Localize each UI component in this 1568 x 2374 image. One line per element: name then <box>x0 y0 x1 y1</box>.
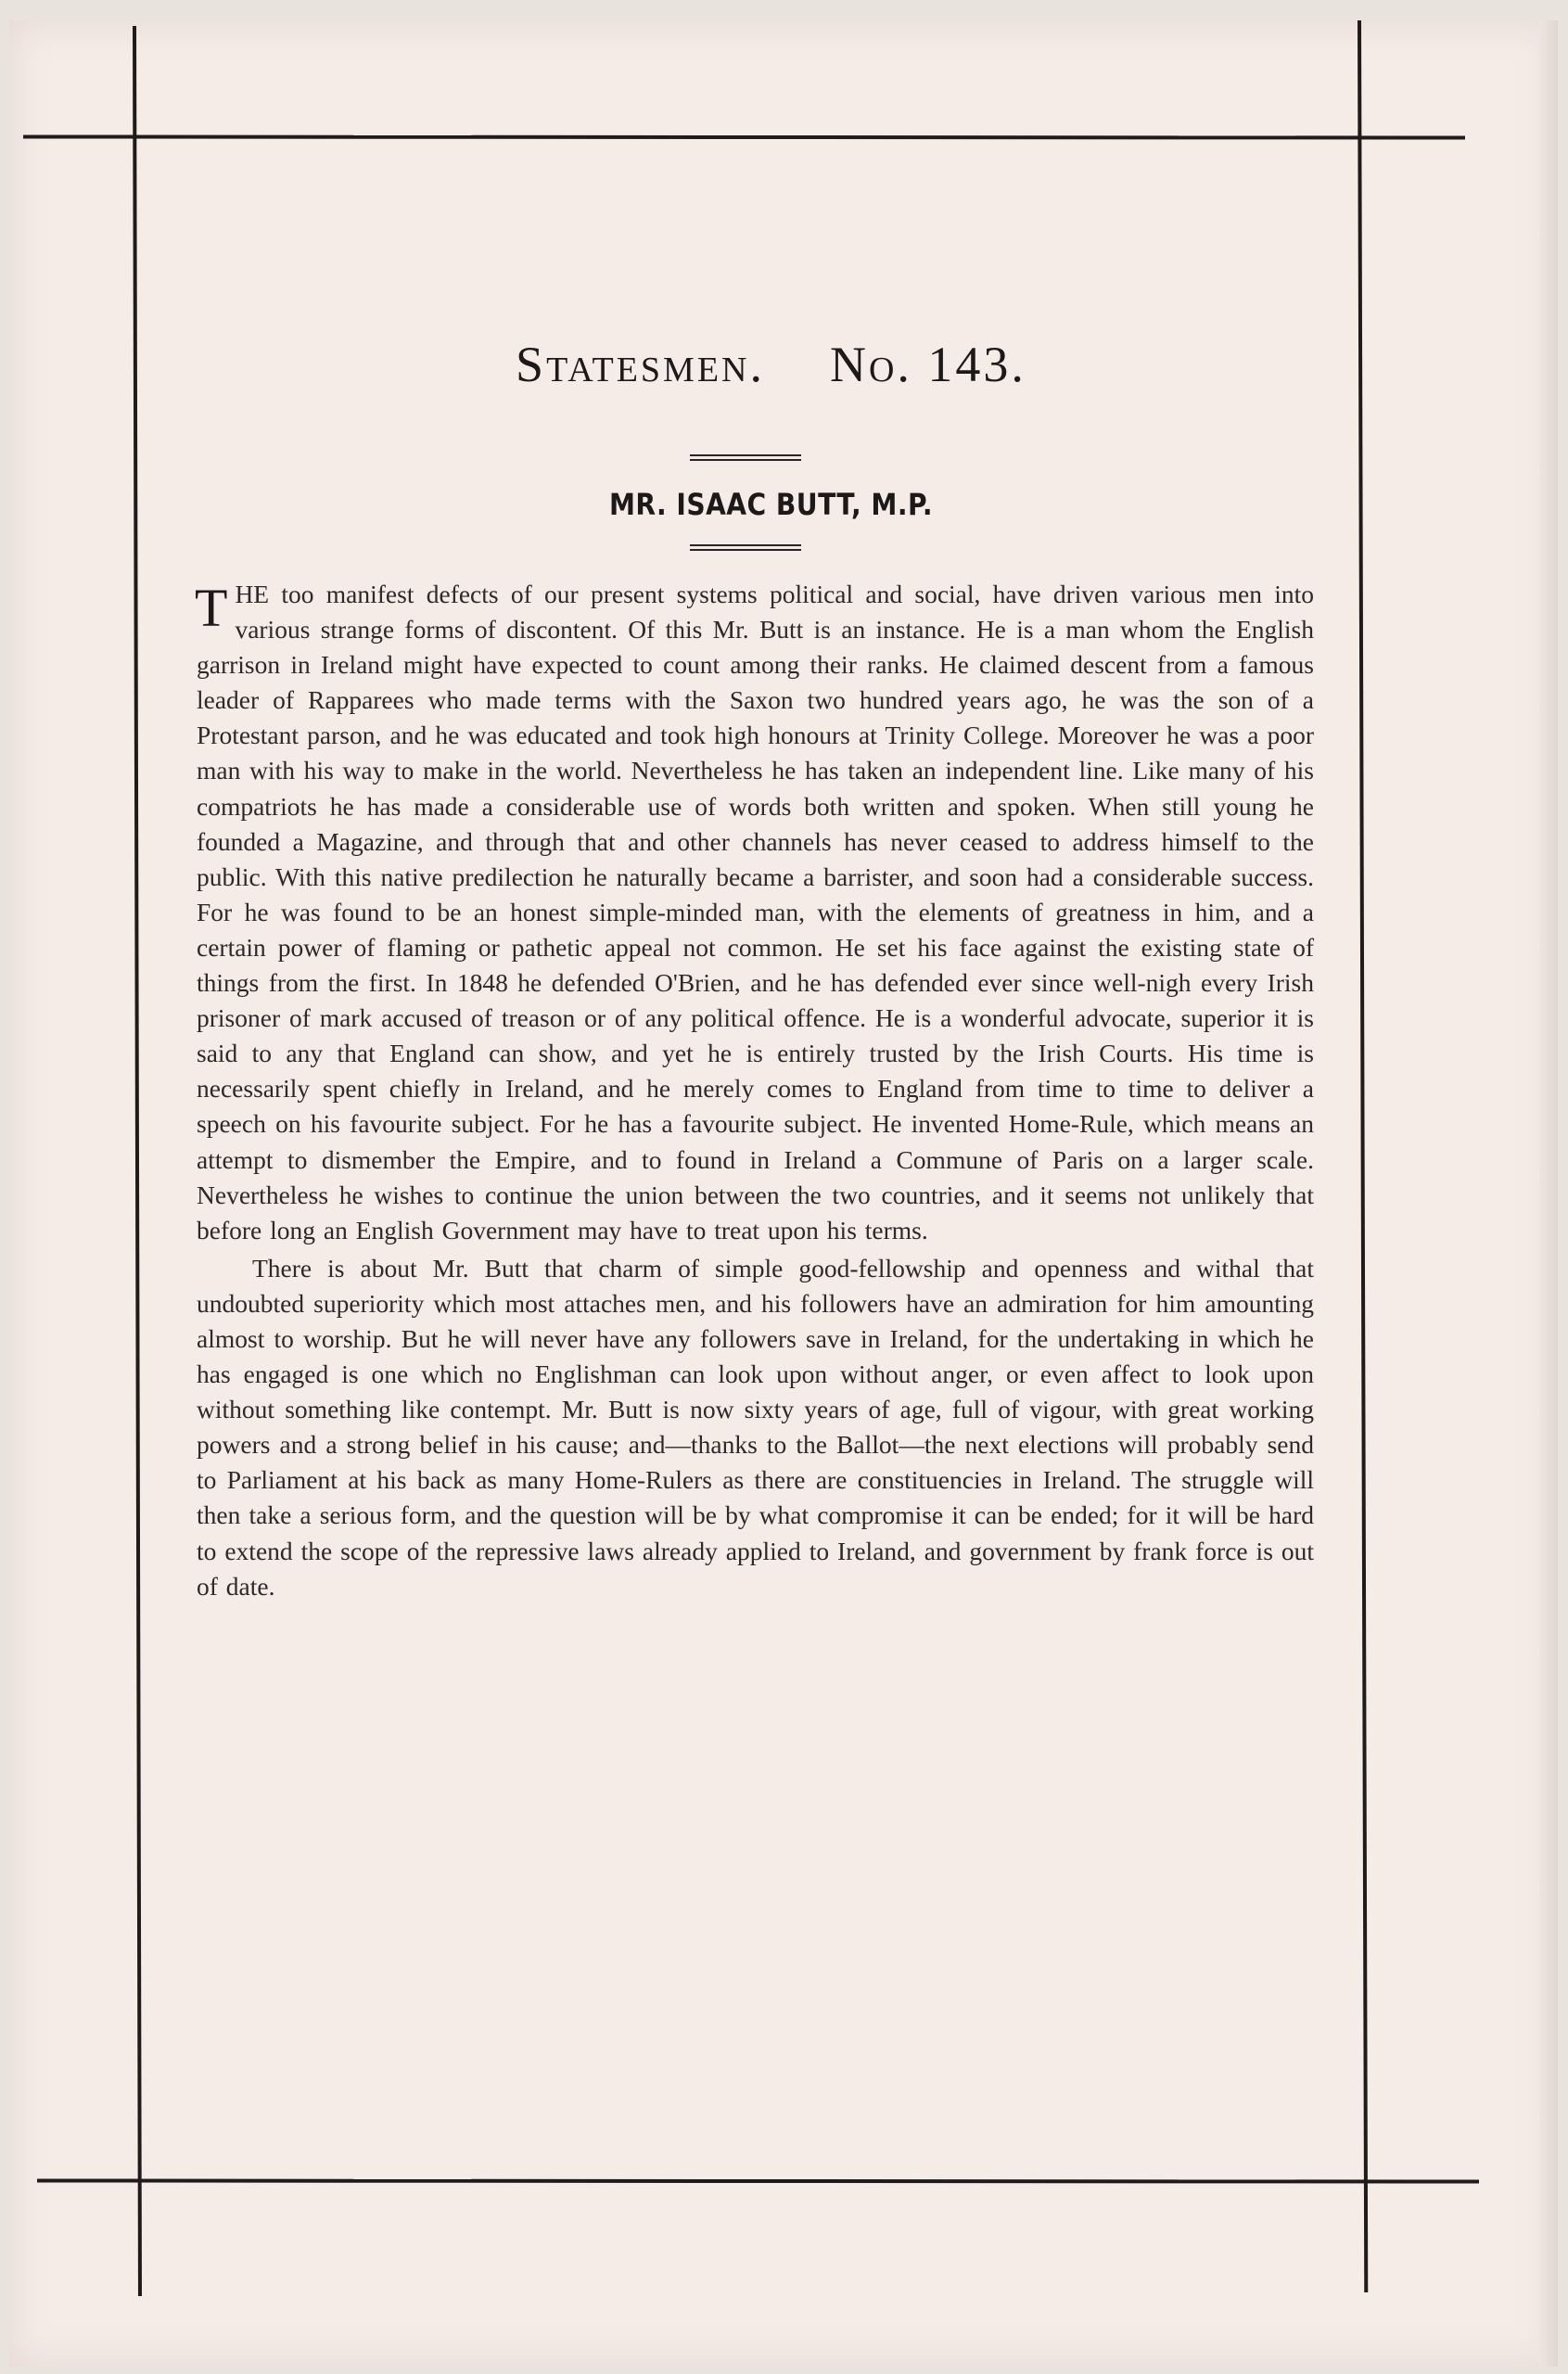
paragraph-first <box>197 577 1314 1248</box>
article-body <box>197 577 1314 1604</box>
paragraph-second: There is about Mr. Butt that charm of simple good-fellowship and openness and withal that undoubted superiority which most attaches men, and his followers have an admiration for him amounting almost to worship. But he will never have any followers save in Ireland, for the undertaking in which he has engaged is one which no Englishman can look upon without anger, or even affect to look upon without something like contempt. Mr. Butt is now sixty years of age, full of vigour, with great working powers and a strong belief in his cause; and—thanks to the Ballot—the next elections will probably send to Parliament at his back as many Home-Rulers as there are constituencies in Ireland. The struggle will then take a serious form, and the question will be by what compromise it can be ended; for it will be hard to extend the scope of the repressive laws already applied to Ireland, and government by frank force is out of date. <box>197 1253 1314 1601</box>
title-divider-upper <box>690 454 801 461</box>
page-edge <box>1539 20 1558 2367</box>
title-series: Statesmen. <box>516 337 765 392</box>
drop-cap: T <box>195 578 228 638</box>
article-subject: MR. ISAAC BUTT, M.P. <box>608 487 934 522</box>
paragraph-first-text: HE too manifest defects of our present systems political and social, have driven various men into various strange forms of discontent. Of this Mr. Butt is an instance. He is a man whom the English garrison in Ireland might have expected to count among their ranks. He claimed descent from a famous leader of Rapparees who made terms with the Saxon two hundred years ago, he was the son of a Protestant parson, and he was educated and took high honours at Trinity College. Moreover he was a poor man with his way to make in the world. Nevertheless he has taken an independent line. Like many of his compatriots he has made a considerable use of words both written and spoken. When still young he founded a Magazine, and through that and other channels has never ceased to address himself to the public. With this native predilection he naturally became a barrister, and soon had a considerable success. For he was found to be an honest simple-minded man, with the elements of greatness in him, and a certain power of flaming or pathetic appeal not common. He set his face against the existing state of things from the first. In 1848 he defended O'Brien, and he has defended ever since well-nigh every Irish prisoner of mark accused of treason or of any political offence. He is a wonderful advocate, superior it is said to any that England can show, and yet he is entirely trusted by the Irish Courts. His time is necessarily spent chiefly in Ireland, and he merely comes to England from time to time to deliver a speech on his favourite subject. For he has a favourite subject. He invented Home-Rule, which means an attempt to dismember the Empire, and to found in Ireland a Commune of Paris on a larger scale. Nevertheless he wishes to continue the union between the two countries, and it seems not unlikely that before long an English Government may have to treat upon his terms. <box>197 580 1314 1244</box>
title-number: No. 143. <box>829 337 1026 392</box>
title-divider-lower <box>690 544 801 551</box>
page-title <box>185 336 1357 393</box>
